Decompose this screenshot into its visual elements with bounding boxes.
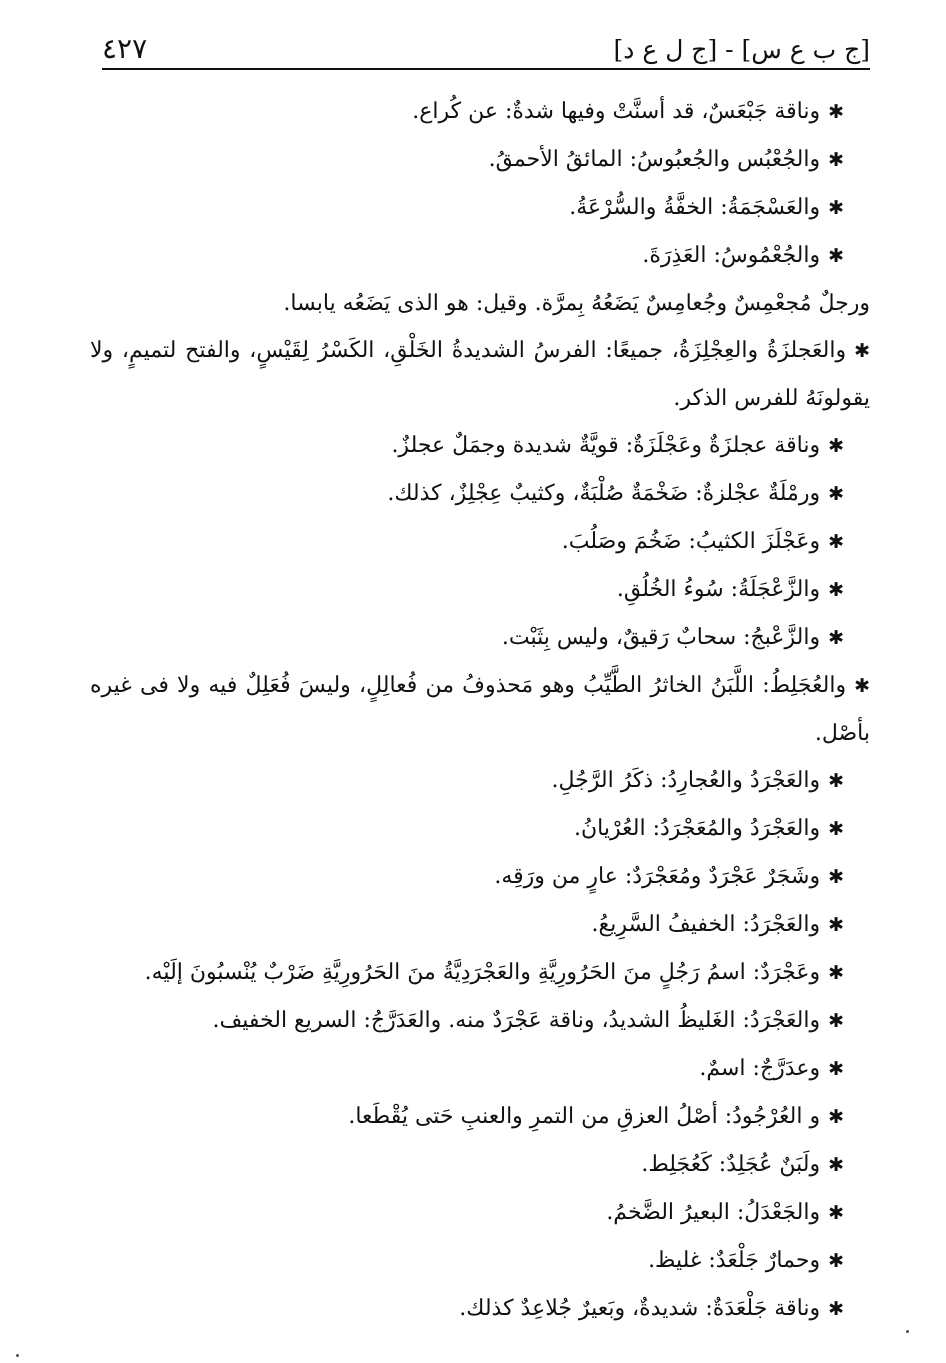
entry-text: وعَجْرَدٌ: اسمُ رَجُلٍ منَ الحَرُورِيَّةِ والعَجْرَدِيَّةُ منَ الحَرُورِيَّةِ ضَرْبٌ يُنْسبُونَ إلَيْه.	[144, 960, 821, 985]
entry-text: والعَجْرَدُ والمُعَجْرَدُ: العُرْيانُ.	[574, 816, 821, 841]
dictionary-entry	[90, 901, 870, 949]
entry-text: وشَجَرٌ عَجْرَدٌ ومُعَجْرَدٌ: عارٍ من ورَقِه.	[494, 864, 821, 889]
asterisk-icon: ✱	[828, 962, 844, 984]
entry-text: و العُرْجُودُ: أصْلُ العزقِ من التمرِ والعنبِ حَتى يُقْطَعا.	[348, 1104, 821, 1129]
asterisk-icon: ✱	[828, 1298, 844, 1320]
entry-text: والجُعْبُس والجُعبُوسُ: المائقُ الأحمقُ.	[488, 147, 821, 172]
dictionary-entry	[90, 1189, 870, 1237]
asterisk-icon: ✱	[828, 579, 844, 601]
dictionary-entry	[90, 805, 870, 853]
running-head: [ج ب ع س] - [ج ل ع د]	[613, 35, 870, 64]
header-rule	[102, 68, 870, 70]
dictionary-body	[90, 88, 870, 1333]
asterisk-icon: ✱	[828, 1202, 844, 1224]
entry-text: والجَعْدَلُ: البعيرُ الضَّخمُ.	[606, 1200, 821, 1225]
dictionary-entry	[90, 1093, 870, 1141]
entry-text: وحمارٌ جَلْعَدٌ: غليظ.	[648, 1248, 821, 1273]
entry-text: والزَّعْبجُ: سحابٌ رَقيقٌ، وليس بِثَبْت.	[501, 625, 821, 650]
asterisk-icon: ✱	[828, 101, 844, 123]
entry-text: ورجلٌ مُجعْمِسٌ وجُعامِسٌ يَضَعُهُ بِمرَّة. وقيل: هو الذى يَضَعُه يابسا.	[283, 291, 870, 316]
asterisk-icon: ✱	[828, 770, 844, 792]
entry-text: والعَجْرَدُ: الغَليظُ الشديدُ، وناقة عَجْرَدٌ منه. والعَدَرَّجُ: السريع الخفيف.	[212, 1008, 821, 1033]
scan-speck	[16, 1354, 19, 1357]
dictionary-entry	[90, 757, 870, 805]
dictionary-entry	[90, 949, 870, 997]
asterisk-icon: ✱	[828, 1058, 844, 1080]
entry-text: ولَبَنٌ عُجَلِدٌ: كَعُجَلِط.	[641, 1152, 821, 1177]
scan-speck	[906, 1330, 909, 1333]
entry-text: والعَجلزَةُ والعِجْلِزَةُ، جميعًا: الفرسُ الشديدةُ الخَلْقِ، الكَسْرُ لِقَيْسٍ، والفتح لتميمٍ، ولا يقولونَهُ للفرس الذكر.	[90, 338, 870, 411]
asterisk-icon: ✱	[828, 818, 844, 840]
dictionary-entry	[90, 136, 870, 184]
asterisk-icon: ✱	[828, 1250, 844, 1272]
asterisk-icon: ✱	[828, 627, 844, 649]
dictionary-entry	[90, 518, 870, 566]
dictionary-entry	[90, 853, 870, 901]
page-number: ٤٢٧	[102, 32, 148, 65]
entry-text: والعُجَلِطُ: اللَّبَنُ الخاثرُ الطَّيِّبُ وهو مَحذوفُ من فُعالِلٍ، وليسَ فُعَلِلٌ فيه ولا فى غيره بأصْل.	[90, 673, 870, 746]
dictionary-entry	[90, 1045, 870, 1093]
asterisk-icon: ✱	[828, 197, 844, 219]
dictionary-entry	[90, 327, 870, 422]
dictionary-entry	[90, 470, 870, 518]
asterisk-icon: ✱	[828, 483, 844, 505]
asterisk-icon: ✱	[854, 340, 870, 362]
dictionary-entry	[90, 662, 870, 757]
entry-text: والزَّعْجَلَةُ: سُوءُ الخُلُقِ.	[616, 577, 821, 602]
asterisk-icon: ✱	[828, 914, 844, 936]
asterisk-icon: ✱	[828, 1106, 844, 1128]
asterisk-icon: ✱	[828, 531, 844, 553]
entry-text: والعَسْجَمَةُ: الخفَّةُ والسُّرْعَةُ.	[569, 195, 821, 220]
dictionary-entry	[90, 1285, 870, 1333]
entry-text: وناقة جَلْعَدَةٌ: شديدةٌ، وبَعيرٌ جُلاعِدٌ كذلك.	[459, 1296, 821, 1321]
entry-text: وعَجْلَزَ الكثيبُ: ضَخُمَ وصَلُبَ.	[561, 529, 821, 554]
asterisk-icon: ✱	[828, 435, 844, 457]
dictionary-entry	[90, 1237, 870, 1285]
dictionary-entry	[90, 997, 870, 1045]
asterisk-icon: ✱	[854, 675, 870, 697]
asterisk-icon: ✱	[828, 1154, 844, 1176]
dictionary-entry	[90, 566, 870, 614]
entry-text: وناقة جَبْعَسٌ، قد أسنَّتْ وفيها شدةٌ: عن كُراع.	[412, 99, 821, 124]
entry-text: وعدَرَّجٌ: اسمٌ.	[699, 1056, 821, 1081]
entry-text: ورمْلَةٌ عجْلزةٌ: ضَخْمَةٌ صُلْبَةٌ، وكثيبٌ عِجْلِزٌ، كذلك.	[387, 481, 821, 506]
dictionary-entry	[90, 232, 870, 280]
dictionary-entry	[90, 184, 870, 232]
entry-text: والعَجْرَدُ والعُجارِدُ: ذكَرُ الرَّجُلِ.	[551, 768, 821, 793]
dictionary-continuation	[90, 280, 870, 327]
asterisk-icon: ✱	[828, 1010, 844, 1032]
asterisk-icon: ✱	[828, 149, 844, 171]
dictionary-entry	[90, 614, 870, 662]
entry-text: والعَجْرَدُ: الخفيفُ السَّرِيعُ.	[591, 912, 821, 937]
asterisk-icon: ✱	[828, 245, 844, 267]
dictionary-entry	[90, 1141, 870, 1189]
dictionary-entry	[90, 88, 870, 136]
entry-text: وناقة عجلزَةٌ وعَجْلَزَةٌ: قويَّةٌ شديدة وجمَلٌ عجلزٌ.	[391, 433, 821, 458]
entry-text: والجُعْمُوسُ: العَذِرَةَ.	[642, 243, 821, 268]
page-header	[102, 32, 870, 68]
asterisk-icon: ✱	[828, 866, 844, 888]
dictionary-entry	[90, 422, 870, 470]
